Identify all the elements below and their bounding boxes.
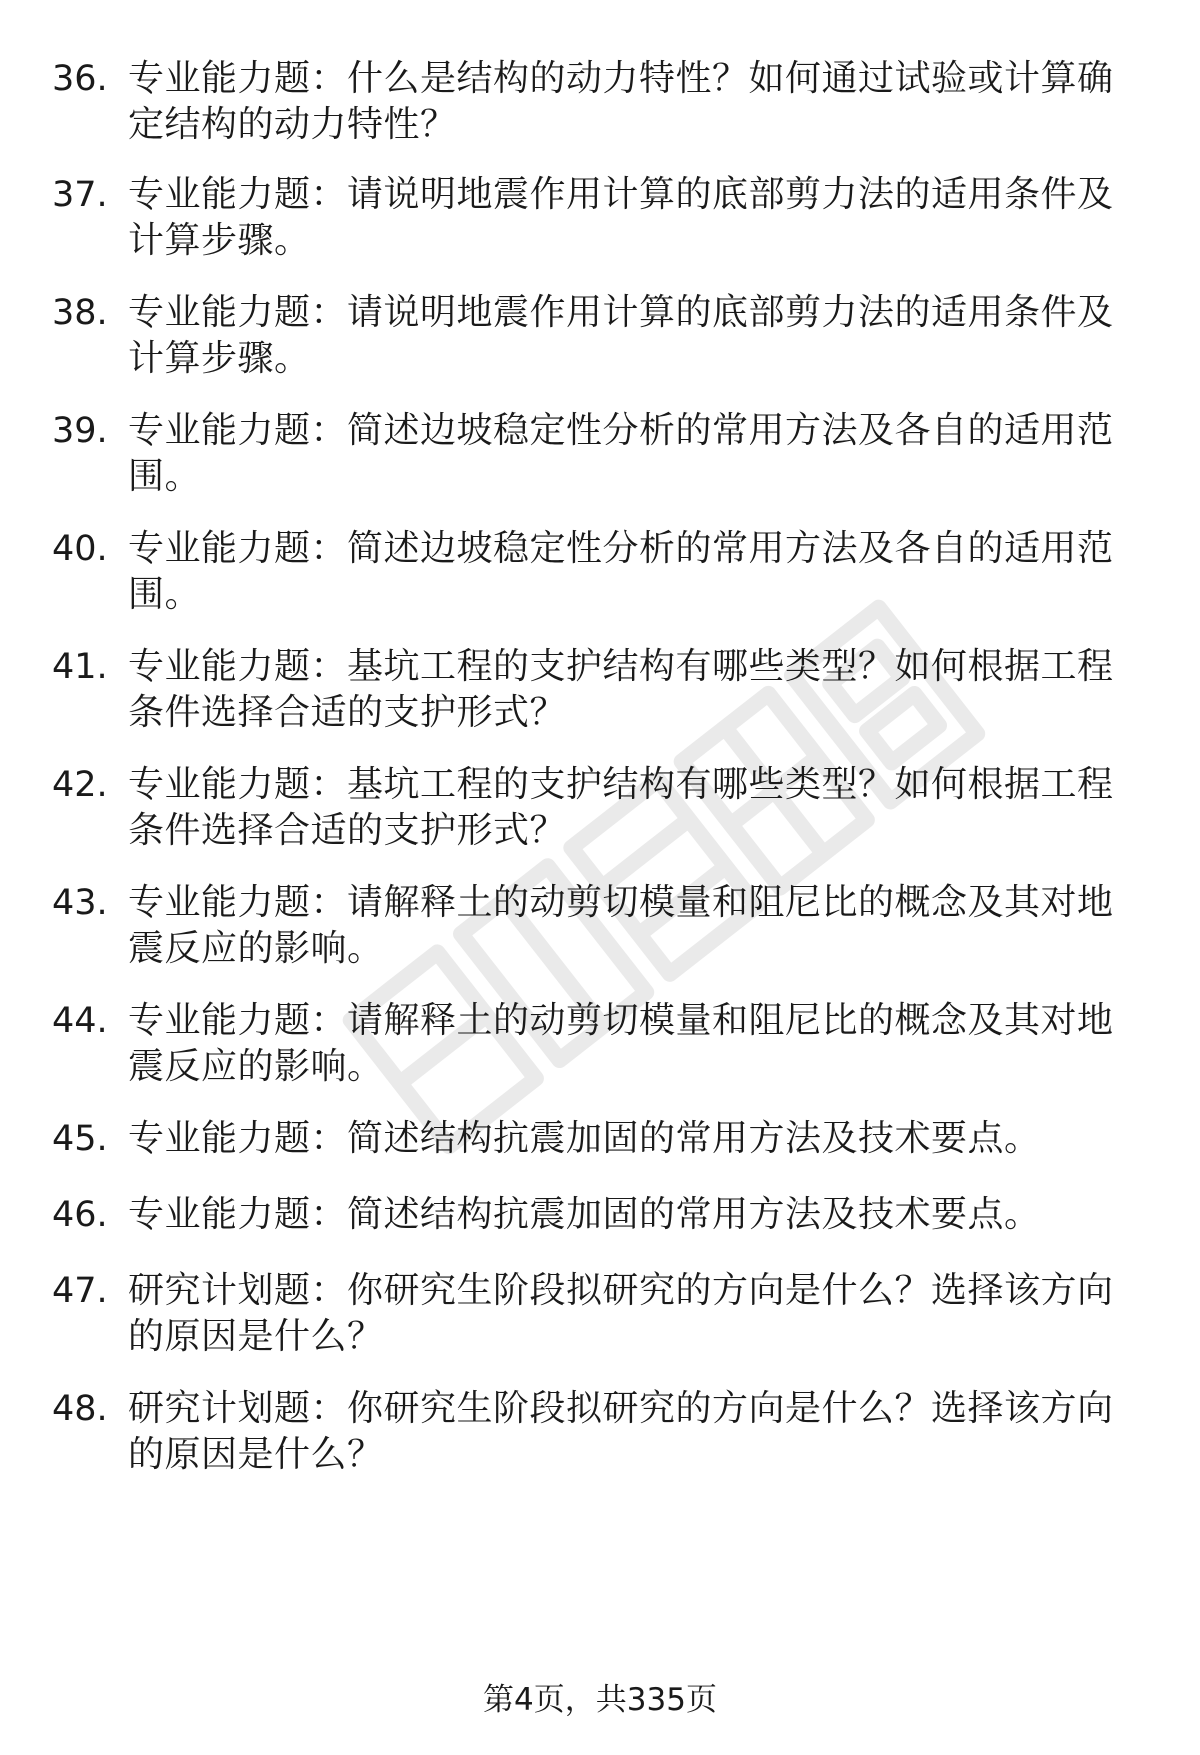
question-text: 专业能力题：简述结构抗震加固的常用方法及技术要点。 (128, 1194, 1041, 1235)
question-text: 专业能力题：请说明地震作用计算的底部剪力法的适用条件及计算步骤。 (128, 292, 1114, 379)
question-number: 45. (52, 1119, 108, 1159)
question-number: 47. (52, 1271, 108, 1311)
page-footer: 第4页，共335页 (483, 1682, 717, 1718)
question-number: 48. (52, 1389, 108, 1429)
question-number: 40. (52, 529, 108, 569)
question-text: 专业能力题：简述边坡稳定性分析的常用方法及各自的适用范围。 (128, 528, 1114, 615)
question-text: 专业能力题：基坑工程的支护结构有哪些类型？如何根据工程条件选择合适的支护形式？ (128, 646, 1114, 733)
question-text: 专业能力题：简述结构抗震加固的常用方法及技术要点。 (128, 1118, 1041, 1159)
question-text: 研究计划题：你研究生阶段拟研究的方向是什么？选择该方向的原因是什么？ (128, 1388, 1114, 1475)
question-text: 专业能力题：请解释土的动剪切模量和阻尼比的概念及其对地震反应的影响。 (128, 882, 1114, 969)
question-number: 41. (52, 647, 108, 687)
question-text: 研究计划题：你研究生阶段拟研究的方向是什么？选择该方向的原因是什么？ (128, 1270, 1114, 1357)
question-number: 44. (52, 1001, 108, 1041)
question-number: 46. (52, 1195, 108, 1235)
question-number: 39. (52, 411, 108, 451)
question-text: 专业能力题：简述边坡稳定性分析的常用方法及各自的适用范围。 (128, 410, 1114, 497)
question-text: 专业能力题：什么是结构的动力特性？如何通过试验或计算确定结构的动力特性？ (128, 58, 1114, 145)
question-number: 36. (52, 59, 108, 99)
question-text: 专业能力题：基坑工程的支护结构有哪些类型？如何根据工程条件选择合适的支护形式？ (128, 764, 1114, 851)
question-number: 43. (52, 883, 108, 923)
question-text: 专业能力题：请说明地震作用计算的底部剪力法的适用条件及计算步骤。 (128, 174, 1114, 261)
question-text: 专业能力题：请解释土的动剪切模量和阻尼比的概念及其对地震反应的影响。 (128, 1000, 1114, 1087)
question-number: 42. (52, 765, 108, 805)
question-number: 37. (52, 175, 108, 215)
question-number: 38. (52, 293, 108, 333)
